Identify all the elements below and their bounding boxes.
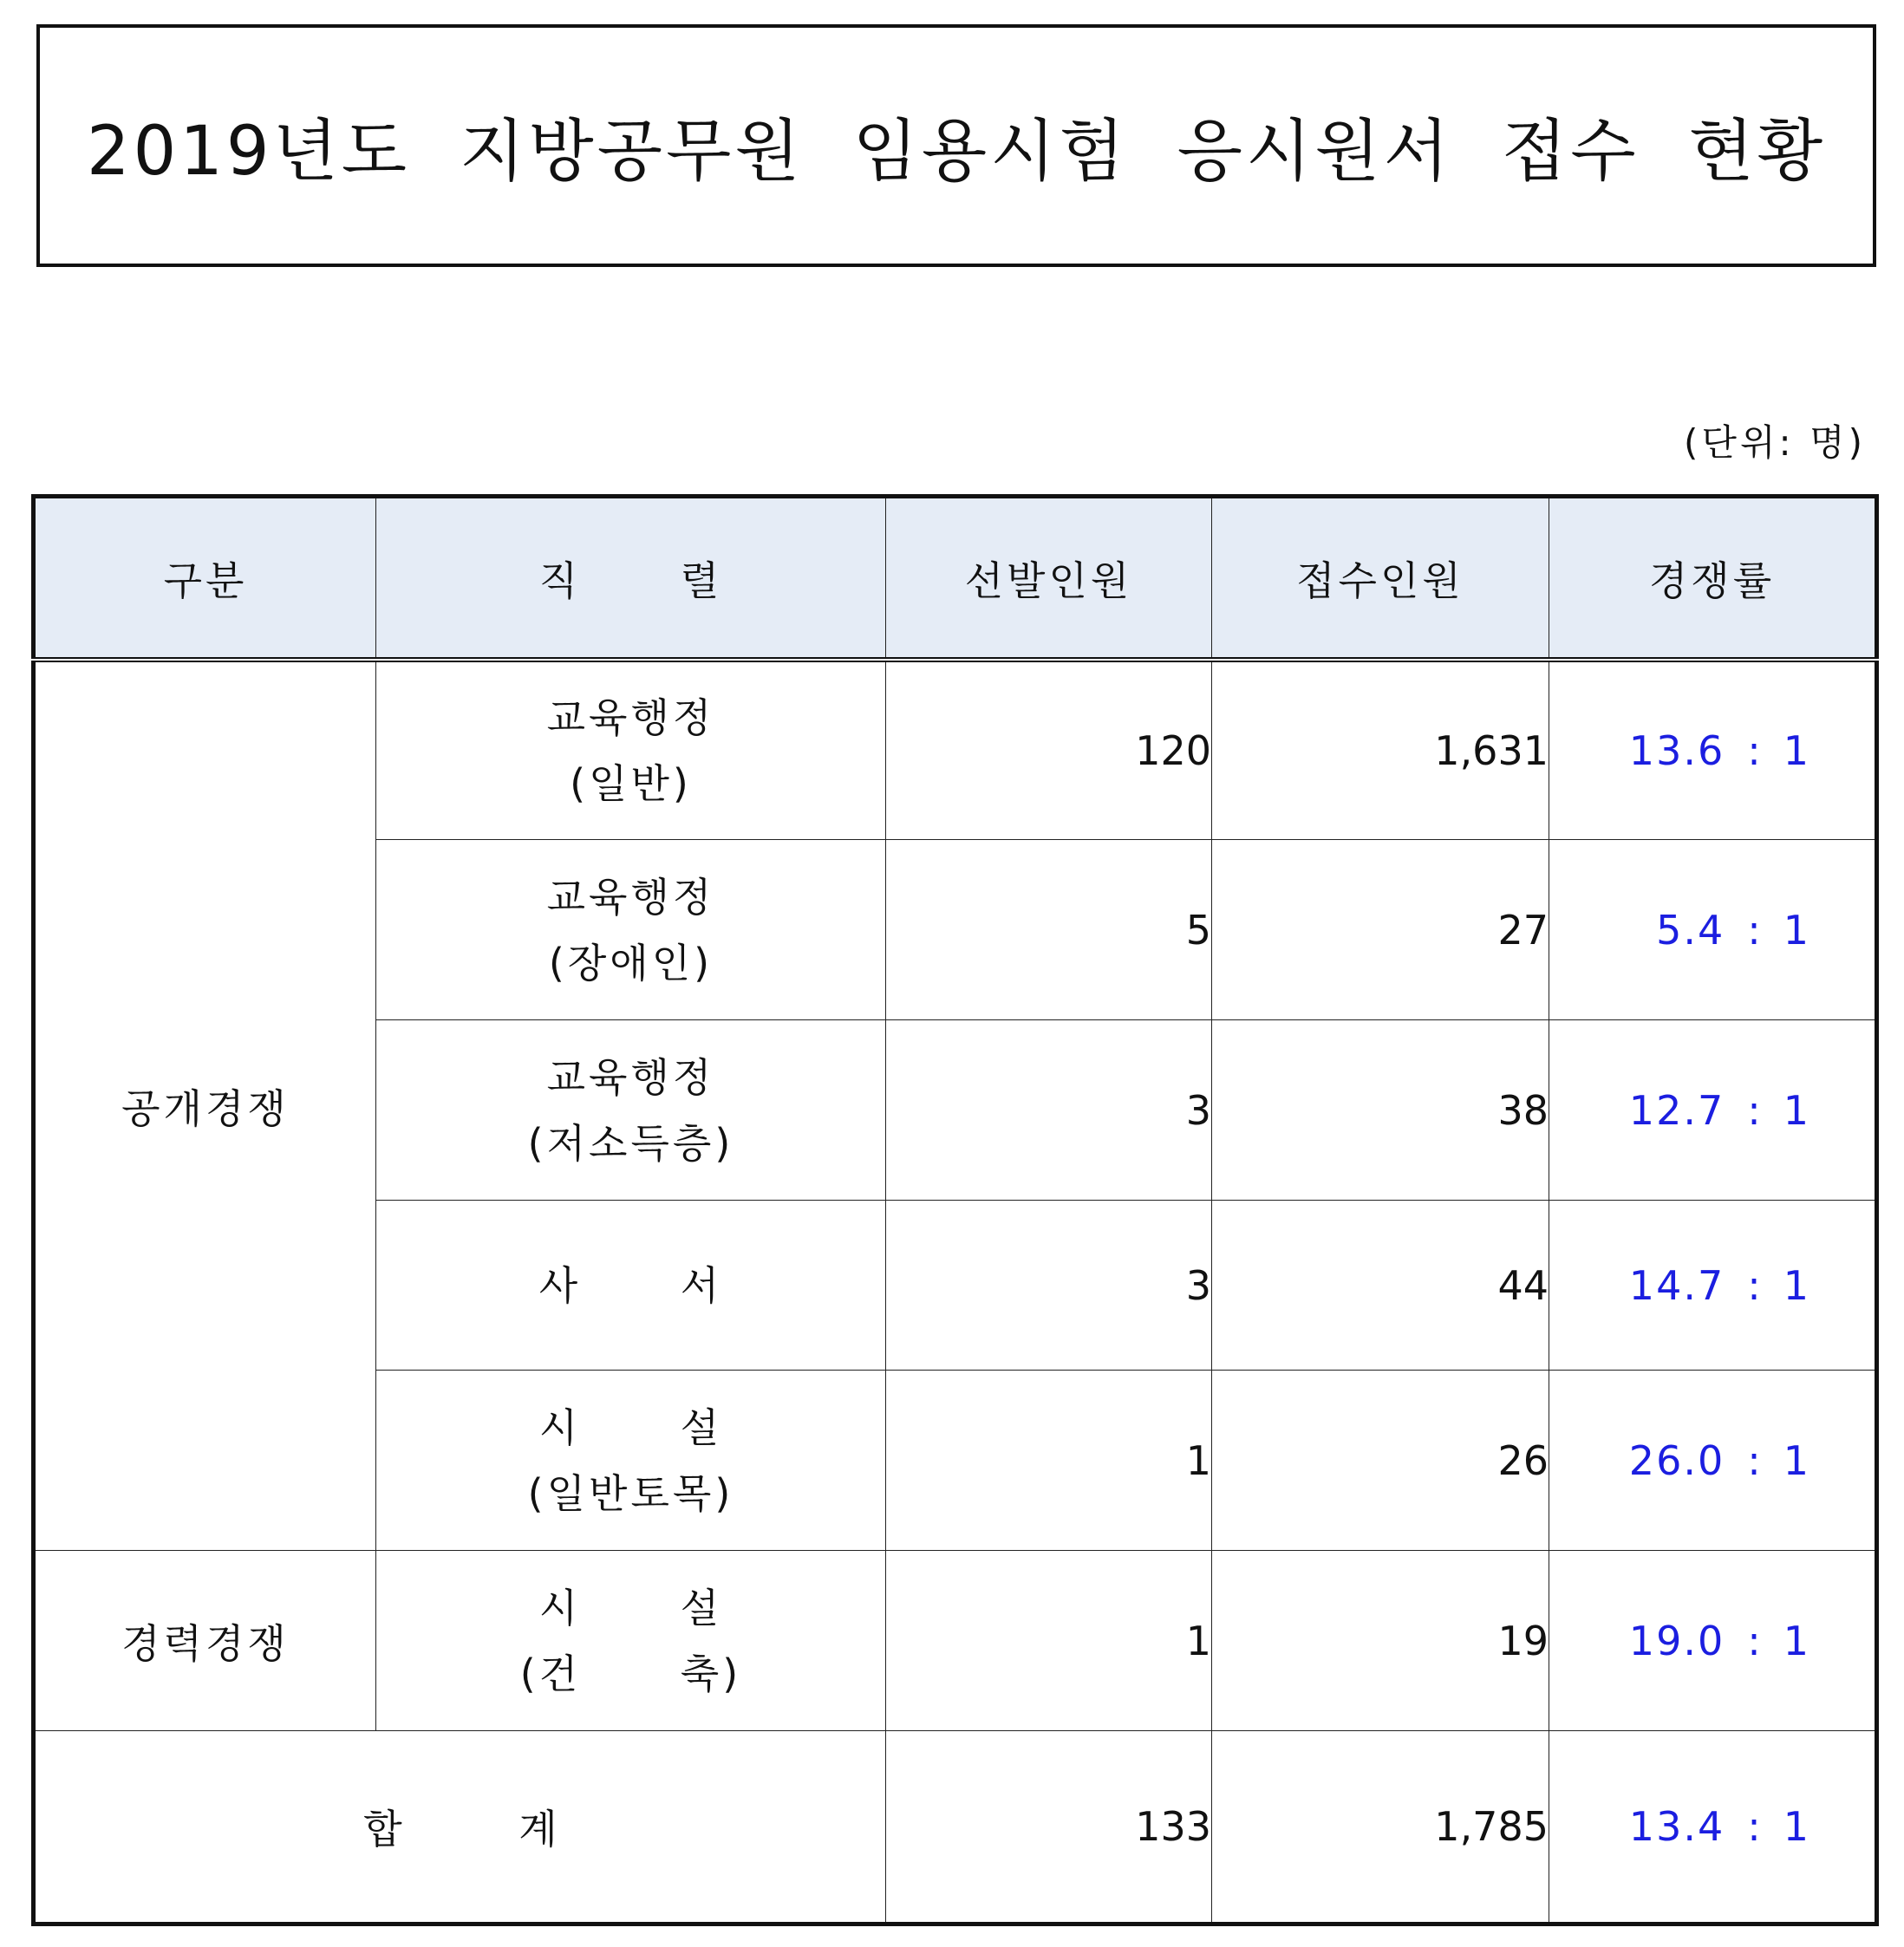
total-selected: 133 xyxy=(886,1730,1212,1924)
job-cell xyxy=(376,1371,886,1551)
applications-table xyxy=(31,494,1879,1926)
competition-rate xyxy=(1549,840,1877,1020)
selected-count: 1 xyxy=(886,1551,1212,1731)
job-cell xyxy=(376,1201,886,1371)
total-rate xyxy=(1549,1730,1877,1924)
job-detail: (건 축) xyxy=(519,1650,742,1697)
rate-value: 19.0 xyxy=(1628,1617,1725,1664)
rate-one: 1 xyxy=(1783,1086,1809,1134)
selected-count: 5 xyxy=(886,840,1212,1020)
rate-colon: : xyxy=(1747,1436,1761,1484)
header-rate: 경쟁률 xyxy=(1549,497,1877,661)
rate-colon: : xyxy=(1747,727,1761,775)
rate-one: 1 xyxy=(1783,1261,1809,1309)
rate-colon: : xyxy=(1747,1086,1761,1134)
total-row xyxy=(34,1730,1877,1924)
applied-count: 1,631 xyxy=(1212,660,1549,840)
competition-rate xyxy=(1549,1020,1877,1201)
page-title: 2019년도 지방공무원 임용시험 응시원서 접수 현황 xyxy=(86,113,1827,191)
group-open-competition: 공개경쟁 xyxy=(34,660,376,1551)
job-cell xyxy=(376,660,886,840)
rate-colon: : xyxy=(1747,1261,1761,1309)
header-row xyxy=(34,497,1877,661)
rate-one: 1 xyxy=(1783,906,1809,954)
job-cell xyxy=(376,1020,886,1201)
table-row xyxy=(34,1551,1877,1731)
rate-one: 1 xyxy=(1783,1617,1809,1664)
job-cell xyxy=(376,840,886,1020)
job-detail: (저소득층) xyxy=(527,1119,734,1167)
header-category: 구분 xyxy=(34,497,376,661)
competition-rate xyxy=(1549,1371,1877,1551)
rate-value: 5.4 xyxy=(1656,906,1725,954)
job-name: 교육행정 xyxy=(546,694,715,742)
unit-label: (단위: 명) xyxy=(1684,421,1866,464)
job-name: 시 설 xyxy=(538,1584,723,1631)
rate-colon: : xyxy=(1747,1802,1761,1850)
rate-colon: : xyxy=(1747,1617,1761,1664)
header-applied: 접수인원 xyxy=(1212,497,1549,661)
selected-count: 120 xyxy=(886,660,1212,840)
applied-count: 44 xyxy=(1212,1201,1549,1371)
rate-value: 26.0 xyxy=(1628,1436,1725,1484)
rate-value: 13.4 xyxy=(1628,1802,1725,1850)
competition-rate xyxy=(1549,660,1877,840)
job-name: 사 서 xyxy=(538,1261,723,1309)
job-detail: (장애인) xyxy=(548,939,714,987)
title-box xyxy=(36,24,1876,267)
competition-rate xyxy=(1549,1201,1877,1371)
rate-value: 13.6 xyxy=(1628,727,1725,775)
rate-one: 1 xyxy=(1783,1436,1809,1484)
job-detail: (일반토목) xyxy=(527,1469,734,1517)
job-cell xyxy=(376,1551,886,1731)
job-detail: (일반) xyxy=(570,760,692,808)
rate-colon: : xyxy=(1747,906,1761,954)
applied-count: 27 xyxy=(1212,840,1549,1020)
applied-count: 38 xyxy=(1212,1020,1549,1201)
rate-one: 1 xyxy=(1783,727,1809,775)
total-label: 합 계 xyxy=(34,1730,886,1924)
competition-rate xyxy=(1549,1551,1877,1731)
job-name: 교육행정 xyxy=(546,873,715,921)
selected-count: 3 xyxy=(886,1020,1212,1201)
rate-value: 14.7 xyxy=(1628,1261,1725,1309)
applied-count: 26 xyxy=(1212,1371,1549,1551)
header-job-series: 직 렬 xyxy=(376,497,886,661)
table-row xyxy=(34,660,1877,840)
rate-value: 12.7 xyxy=(1628,1086,1725,1134)
applied-count: 19 xyxy=(1212,1551,1549,1731)
total-applied: 1,785 xyxy=(1212,1730,1549,1924)
selected-count: 3 xyxy=(886,1201,1212,1371)
rate-one: 1 xyxy=(1783,1802,1809,1850)
header-selected: 선발인원 xyxy=(886,497,1212,661)
job-name: 교육행정 xyxy=(546,1053,715,1101)
job-name: 시 설 xyxy=(538,1403,723,1451)
group-career-competition: 경력경쟁 xyxy=(34,1551,376,1731)
selected-count: 1 xyxy=(886,1371,1212,1551)
